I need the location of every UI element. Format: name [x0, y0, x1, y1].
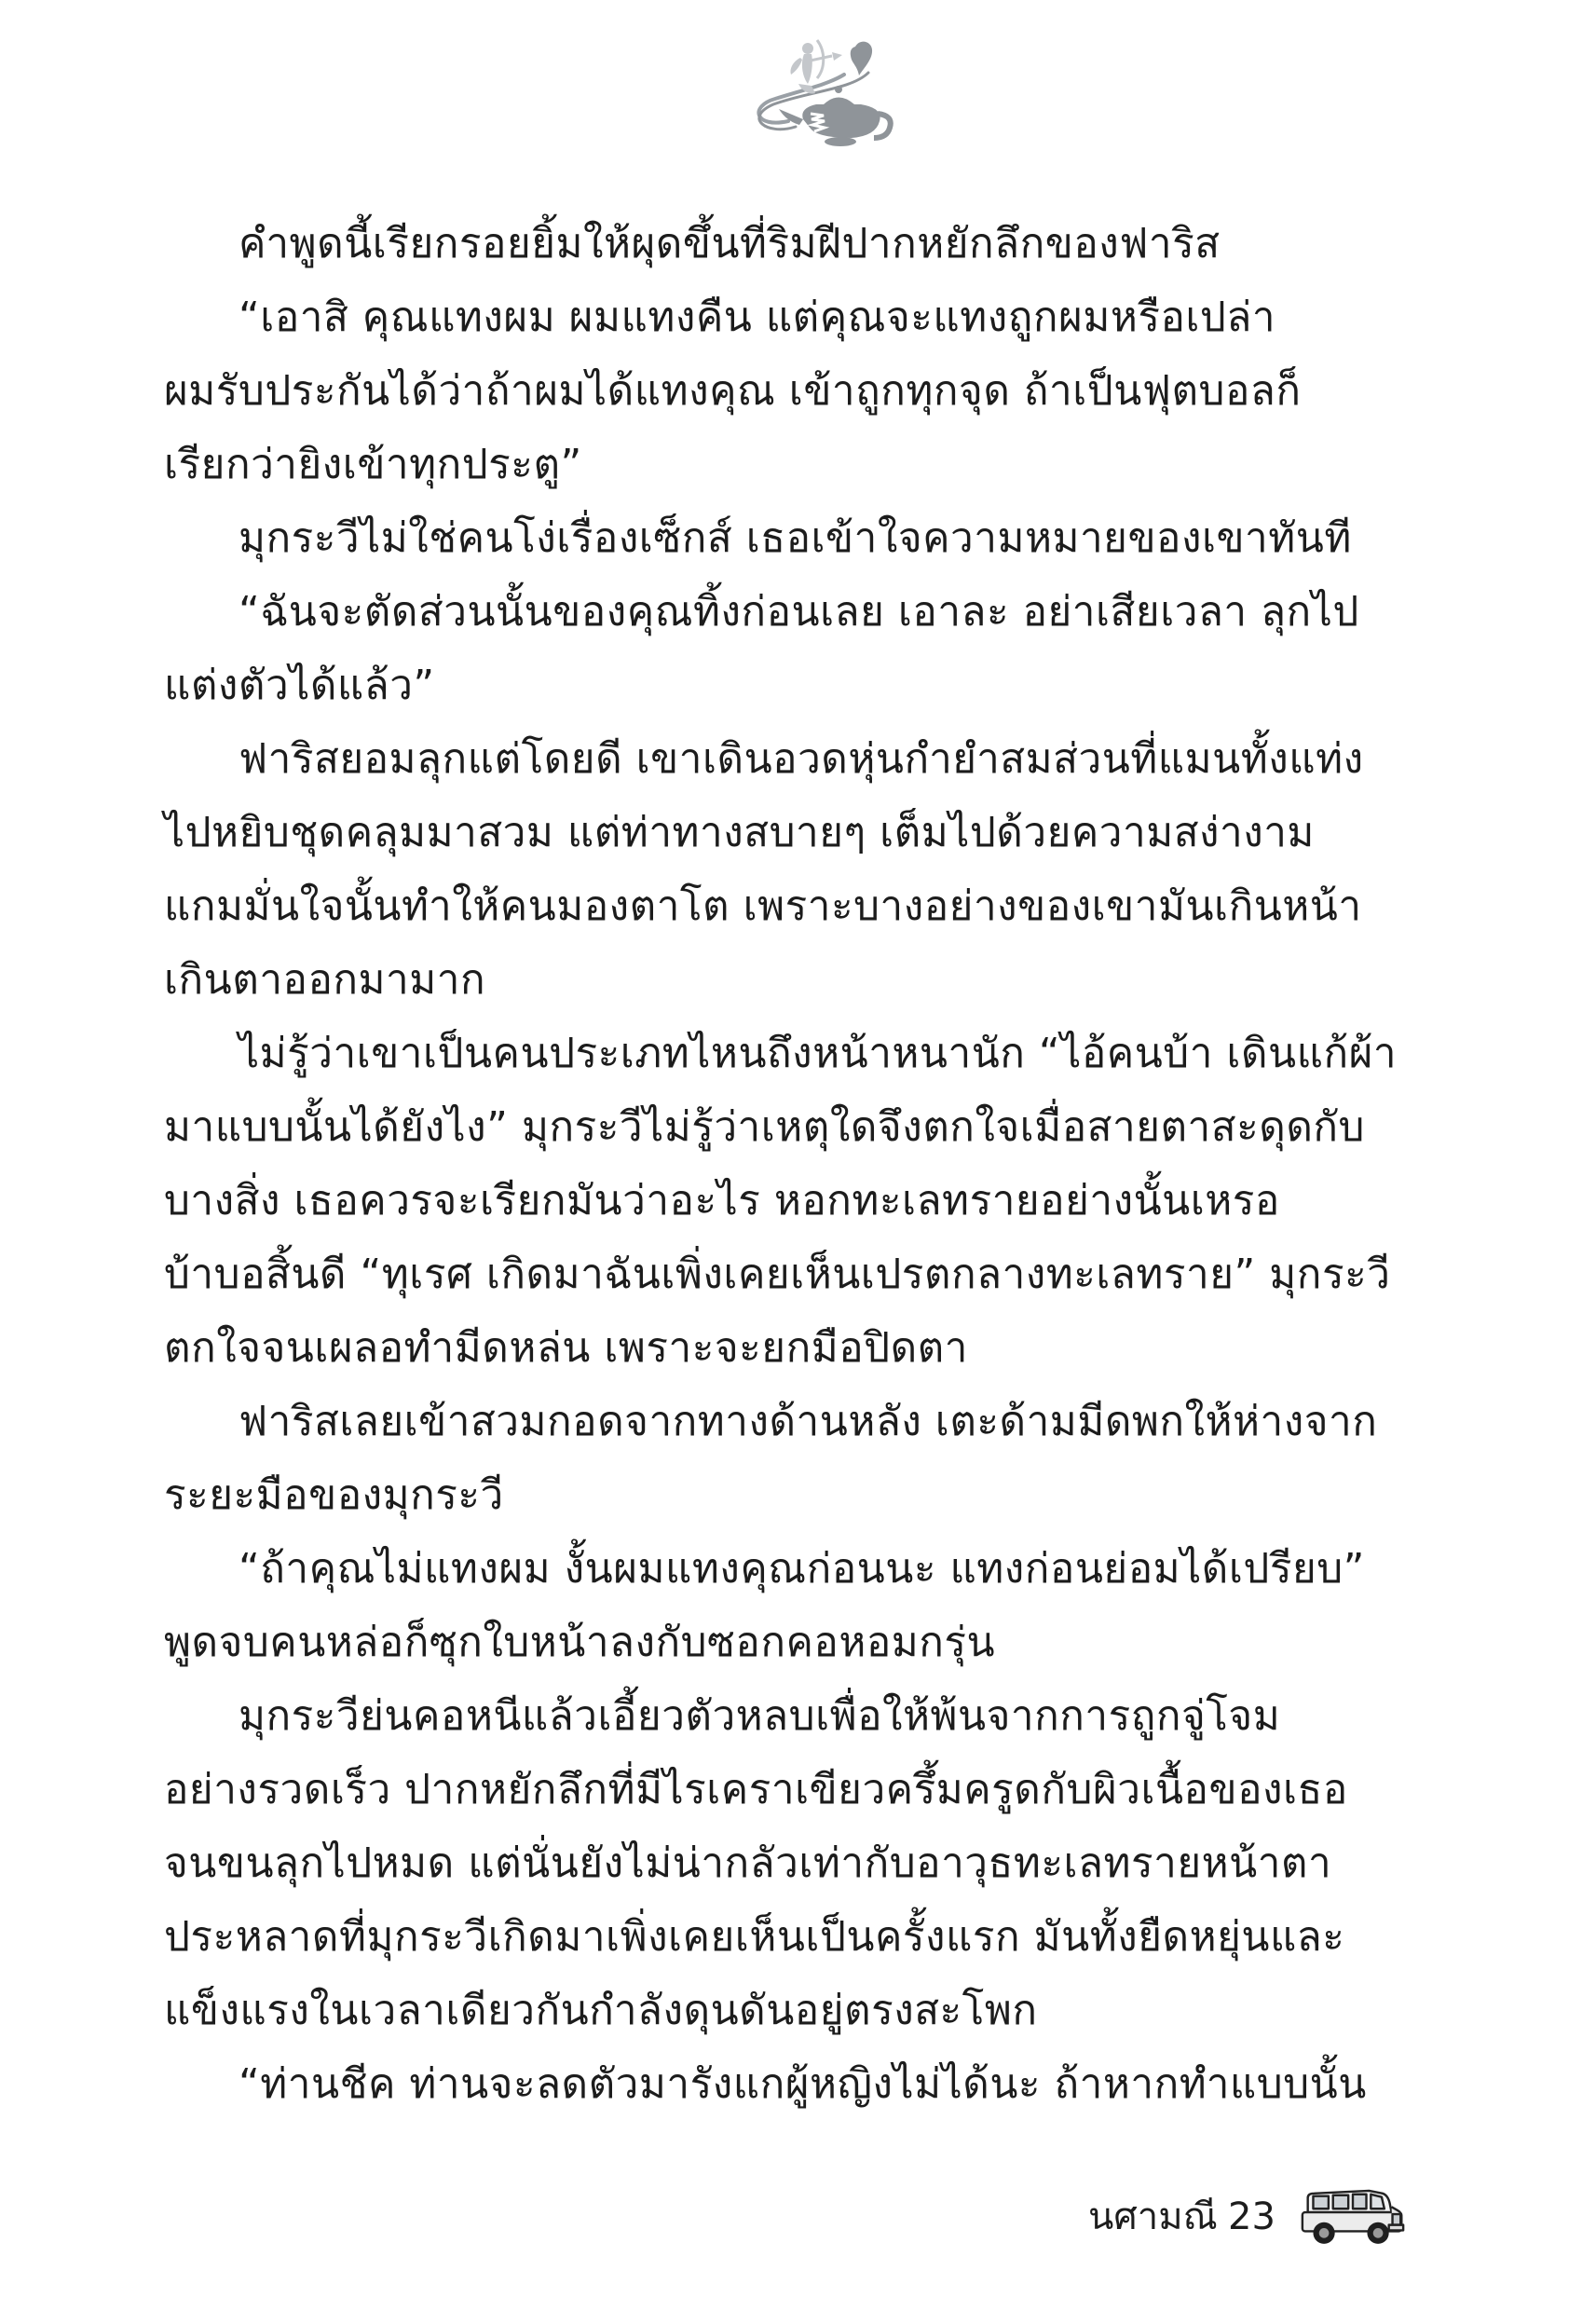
text-line: เรียกว่ายิงเข้าทุกประตู” [164, 441, 582, 488]
text-line: พูดจบคนหล่อก็ซุกใบหน้าลงกับซอกคอหอมกรุ่น [164, 1619, 996, 1666]
text-line: แข็งแรงในเวลาเดียวกันกำลังดุนดันอยู่ตรงสะโพก [164, 1987, 1038, 2034]
text-line: “เอาสิ คุณแทงผม ผมแทงคืน แต่คุณจะแทงถูกผมหรือเปล่า [239, 294, 1276, 341]
text-line: ระยะมือของมุกระวี [164, 1471, 504, 1519]
text-line: ประหลาดที่มุกระวีเกิดมาเพิ่งเคยเห็นเป็นครั้งแรก มันทั้งยืดหยุ่นและ [164, 1913, 1345, 1961]
text-line: มุกระวีไม่ใช่คนโง่เรื่องเซ็กส์ เธอเข้าใจความหมายของเขาทันที [239, 514, 1352, 562]
text-block [164, 207, 1440, 2121]
text-line: บ้าบอสิ้นดี “ทุเรศ เกิดมาฉันเพิ่งเคยเห็นเปรตกลางทะเลทราย” มุกระวี [164, 1251, 1391, 1298]
text-line: แต่งตัวได้แล้ว” [164, 662, 435, 709]
text-line: “ท่านชีค ท่านจะลดตัวมารังแกผู้หญิงไม่ได้นะ ถ้าหากทำแบบนั้น [239, 2060, 1367, 2108]
jeep-suv-icon [1299, 2177, 1407, 2253]
text-line: มุกระวีย่นคอหนีแล้วเอี้ยวตัวหลบเพื่อให้พ้นจากการถูกจู่โจม [239, 1692, 1281, 1740]
text-line: ไม่รู้ว่าเขาเป็นคนประเภทไหนถึงหน้าหนานัก “ไอ้คนบ้า เดินแก้ผ้า [239, 1030, 1398, 1077]
genie-lamp-cupid-ornament-icon [736, 35, 899, 147]
text-line: จนขนลุกไปหมด แต่นั่นยังไม่น่ากลัวเท่ากับอาวุธทะเลทรายหน้าตา [164, 1839, 1332, 1887]
text-line: ฟาริสเลยเข้าสวมกอดจากทางด้านหลัง เตะด้ามมีดพกให้ห่างจาก [239, 1398, 1378, 1445]
page-number: 23 [1228, 2195, 1275, 2238]
text-line: บางสิ่ง เธอควรจะเรียกมันว่าอะไร หอกทะเลทรายอย่างนั้นเหรอ [164, 1177, 1280, 1224]
text-line: “ถ้าคุณไม่แทงผม งั้นผมแทงคุณก่อนนะ แทงก่อนย่อมได้เปรียบ” [239, 1545, 1365, 1593]
text-line: “ฉันจะตัดส่วนนั้นของคุณทิ้งก่อนเลย เอาละ อย่าเสียเวลา ลุกไป [239, 588, 1359, 636]
text-line: คำพูดนี้เรียกรอยยิ้มให้ผุดขึ้นที่ริมฝีปากหยักลึกของฟาริส [239, 220, 1221, 267]
book-title: นศามณี [1088, 2195, 1218, 2238]
text-line: มาแบบนั้นได้ยังไง” มุกระวีไม่รู้ว่าเหตุใดจึงตกใจเมื่อสายตาสะดุดกับ [164, 1103, 1365, 1151]
cupid-silhouette [790, 43, 815, 94]
text-line: แกมมั่นใจนั้นทำให้คนมองตาโต เพราะบางอย่างของเขามันเกินหน้า [164, 882, 1362, 930]
text-line: ผมรับประกันได้ว่าถ้าผมได้แทงคุณ เข้าถูกทุกจุด ถ้าเป็นฟุตบอลก็ [164, 367, 1302, 415]
heart-shape [851, 42, 872, 75]
text-line: ตกใจจนเผลอทำมีดหล่น เพราะจะยกมือปิดตา [164, 1324, 968, 1372]
text-line: ฟาริสยอมลุกแต่โดยดี เขาเดินอวดหุ่นกำยำสมส่วนที่แมนทั้งแท่ง [239, 735, 1364, 783]
page-footer [0, 2177, 1596, 2261]
text-line: อย่างรวดเร็ว ปากหยักลึกที่มีไรเคราเขียวครึ้มครูดกับผิวเนื้อของเธอ [164, 1766, 1348, 1813]
genie-lamp [779, 86, 891, 146]
text-line: ไปหยิบชุดคลุมมาสวม แต่ท่าทางสบายๆ เต็มไปด้วยความสง่างาม [164, 809, 1315, 856]
text-line: เกินตาออกมามาก [164, 956, 486, 1004]
